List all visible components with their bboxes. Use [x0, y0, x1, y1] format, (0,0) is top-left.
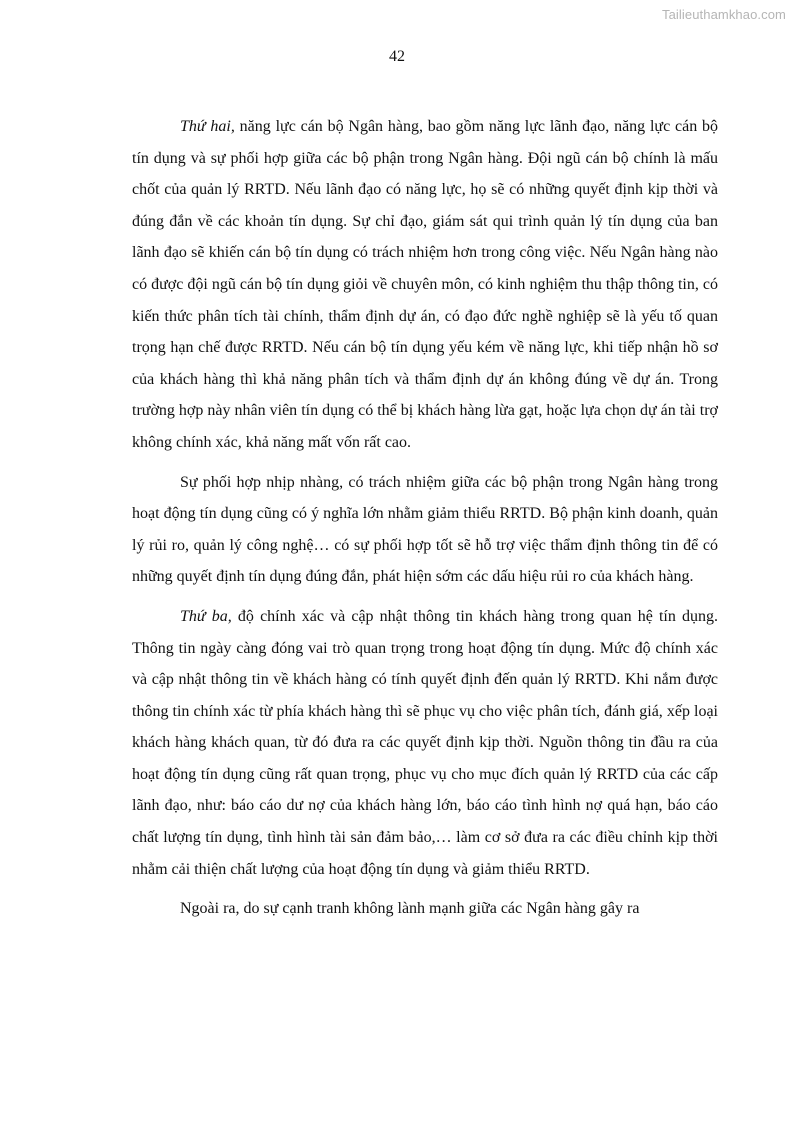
paragraph-lead: Thứ hai,: [180, 118, 235, 135]
paragraph-lead: Thứ ba,: [180, 607, 232, 625]
paragraph-text: Ngoài ra, do sự cạnh tranh không lành mạnh giữa các Ngân hàng gây ra: [180, 900, 640, 918]
paragraph-ngoai-ra: [132, 893, 718, 925]
paragraph-text: năng lực cán bộ Ngân hàng, bao gồm năng lực lãnh đạo, năng lực cán bộ tín dụng và sự phối hợp giữa các bộ phận trong Ngân hàng. Đội ngũ cán bộ chính là mấu chốt của quản lý RRTD. Nếu lãnh đạo có năng lực, họ sẽ có những quyết định kịp thời và đúng đắn về các khoản tín dụng. Sự chỉ đạo, giám sát qui trình quản lý tín dụng của ban lãnh đạo sẽ khiến cán bộ tín dụng có trách nhiệm hơn trong công việc. Nếu Ngân hàng nào có được đội ngũ cán bộ tín dụng giỏi về chuyên môn, có kinh nghiệm thu thập thông tin, có kiến thức phân tích tài chính, thẩm định dự án, có đạo đức nghề nghiệp sẽ là yếu tố quan trọng hạn chế được RRTD. Nếu cán bộ tín dụng yếu kém về năng lực, khi tiếp nhận hồ sơ của khách hàng thì khả năng phân tích và thẩm định dự án không đúng về dự án. Trong trường hợp này nhân viên tín dụng có thể bị khách hàng lừa gạt, hoặc lựa chọn dự án tài trợ không chính xác, khả năng mất vốn rất cao.: [132, 118, 718, 451]
paragraph-text: Sự phối hợp nhịp nhàng, có trách nhiệm giữa các bộ phận trong Ngân hàng trong hoạt động tín dụng cũng có ý nghĩa lớn nhằm giảm thiểu RRTD. Bộ phận kinh doanh, quản lý rủi ro, quản lý công nghệ… có sự phối hợp tốt sẽ hỗ trợ việc thẩm định thông tin để có những quyết định tín dụng đúng đắn, phát hiện sớm các dấu hiệu rủi ro của khách hàng.: [132, 473, 718, 586]
paragraph-phoi-hop: [132, 467, 718, 593]
paragraph-text: độ chính xác và cập nhật thông tin khách hàng trong quan hệ tín dụng. Thông tin ngày càng đóng vai trò quan trọng trong hoạt động tín dụng. Mức độ chính xác và cập nhật thông tin về khách hàng có tính quyết định đến quản lý RRTD. Khi nắm được thông tin chính xác từ phía khách hàng thì sẽ phục vụ cho việc phân tích, đánh giá, xếp loại khách hàng khách quan, từ đó đưa ra các quyết định kịp thời. Nguồn thông tin đầu ra của hoạt động tín dụng cũng rất quan trọng, phục vụ cho mục đích quản lý RRTD của các cấp lãnh đạo, như: báo cáo dư nợ của khách hàng lớn, báo cáo tình hình nợ quá hạn, báo cáo chất lượng tín dụng, tình hình tài sản đảm bảo,… làm cơ sở đưa ra các điều chỉnh kịp thời nhằm cải thiện chất lượng của hoạt động tín dụng và giảm thiểu RRTD.: [132, 607, 719, 878]
paragraph-thu-hai: [132, 111, 718, 459]
page-number: 42: [389, 48, 405, 65]
paragraph-thu-ba: [132, 601, 718, 885]
document-body: [132, 111, 718, 925]
watermark-text: Tailieuthamkhao.com: [661, 7, 786, 22]
